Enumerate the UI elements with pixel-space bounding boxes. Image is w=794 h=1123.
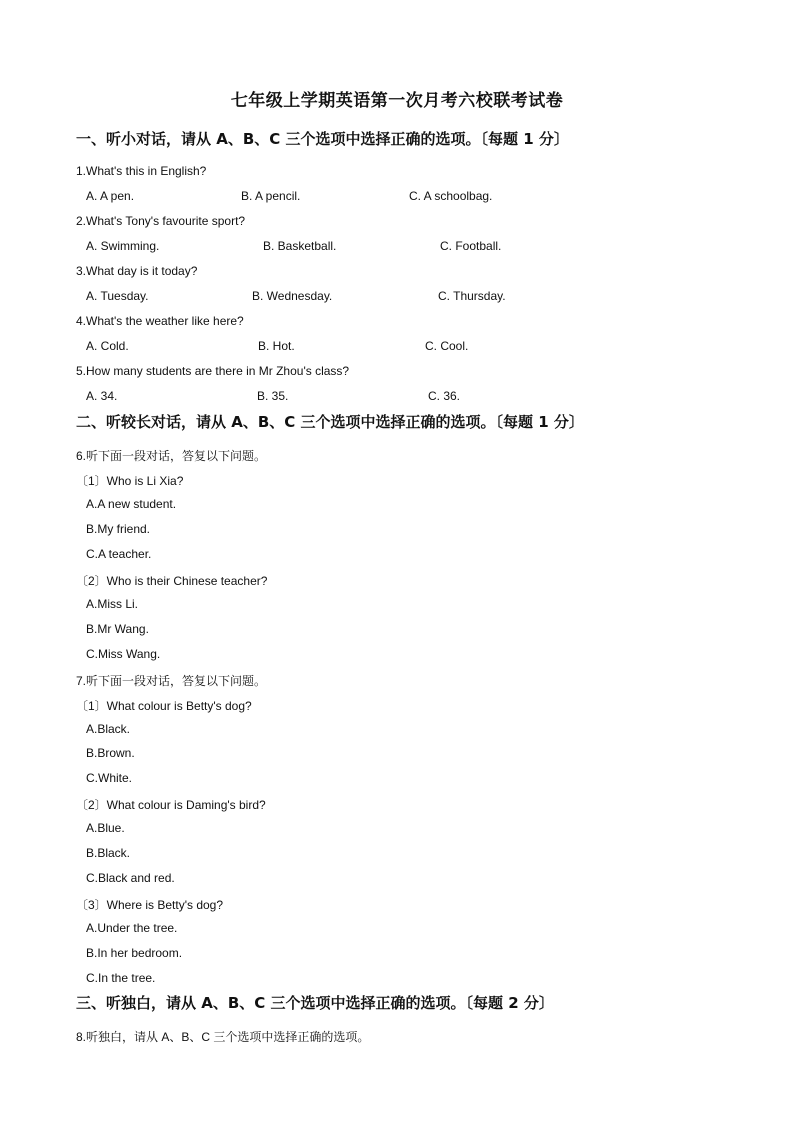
- question-4: 4.What's the weather like here?: [76, 314, 244, 328]
- option-a: A. Tuesday.: [86, 289, 149, 303]
- option-a: A. A pen.: [86, 189, 135, 203]
- question-3: 3.What day is it today?: [76, 264, 198, 278]
- section-1-heading: 一、听小对话，请从 A、B、C 三个选项中选择正确的选项。〔每题 1 分〕: [76, 130, 569, 148]
- option-b: B.Black.: [86, 846, 131, 860]
- page-title: 七年级上学期英语第一次月考六校联考试卷: [230, 91, 564, 111]
- option-c: C. A schoolbag.: [409, 189, 493, 203]
- option-a: A.Black.: [86, 722, 131, 736]
- question-8: 8.听独白，请从 A、B、C 三个选项中选择正确的选项。: [76, 1030, 370, 1044]
- option-b: B. Hot.: [258, 339, 295, 353]
- option-c: C.White.: [86, 771, 133, 785]
- question-4-options: [0, 339, 794, 355]
- option-a: A. Swimming.: [86, 239, 160, 253]
- option-b: B.Mr Wang.: [86, 622, 149, 636]
- option-c: C. Thursday.: [438, 289, 506, 303]
- question-2: 2.What's Tony's favourite sport?: [76, 214, 246, 228]
- question-7-2: 〔2〕What colour is Daming's bird?: [76, 798, 266, 812]
- question-6-intro: 6.听下面一段对话，答复以下问题。: [76, 449, 267, 463]
- question-1: 1.What's this in English?: [76, 164, 207, 178]
- option-b: B. A pencil.: [241, 189, 301, 203]
- option-c: C.Miss Wang.: [86, 647, 161, 661]
- option-a: A.Under the tree.: [86, 921, 178, 935]
- option-c: C. Cool.: [425, 339, 469, 353]
- option-a: A.A new student.: [86, 497, 177, 511]
- option-c: C.Black and red.: [86, 871, 175, 885]
- option-a: A.Blue.: [86, 821, 125, 835]
- option-c: C. 36.: [428, 389, 461, 403]
- option-c: C.In the tree.: [86, 971, 156, 985]
- question-1-options: [0, 189, 794, 205]
- option-b: B.In her bedroom.: [86, 946, 183, 960]
- option-a: A. Cold.: [86, 339, 129, 353]
- section-3-heading: 三、听独白，请从 A、B、C 三个选项中选择正确的选项。〔每题 2 分〕: [76, 994, 554, 1012]
- question-2-options: [0, 239, 794, 255]
- question-5-options: [0, 389, 794, 405]
- option-a: A.Miss Li.: [86, 597, 139, 611]
- option-b: B.Brown.: [86, 746, 135, 760]
- question-6-2: 〔2〕Who is their Chinese teacher?: [76, 574, 268, 588]
- question-6-1: 〔1〕Who is Li Xia?: [76, 474, 184, 488]
- option-c: C. Football.: [440, 239, 502, 253]
- section-2-heading: 二、听较长对话，请从 A、B、C 三个选项中选择正确的选项。〔每题 1 分〕: [76, 413, 584, 431]
- option-b: B. 35.: [257, 389, 289, 403]
- question-7-3: 〔3〕Where is Betty's dog?: [76, 898, 224, 912]
- question-3-options: [0, 289, 794, 305]
- option-b: B.My friend.: [86, 522, 151, 536]
- question-7-intro: 7.听下面一段对话，答复以下问题。: [76, 674, 267, 688]
- option-b: B. Wednesday.: [252, 289, 333, 303]
- question-5: 5.How many students are there in Mr Zhou's class?: [76, 364, 350, 378]
- option-b: B. Basketball.: [263, 239, 337, 253]
- option-a: A. 34.: [86, 389, 118, 403]
- option-c: C.A teacher.: [86, 547, 152, 561]
- question-7-1: 〔1〕What colour is Betty's dog?: [76, 699, 252, 713]
